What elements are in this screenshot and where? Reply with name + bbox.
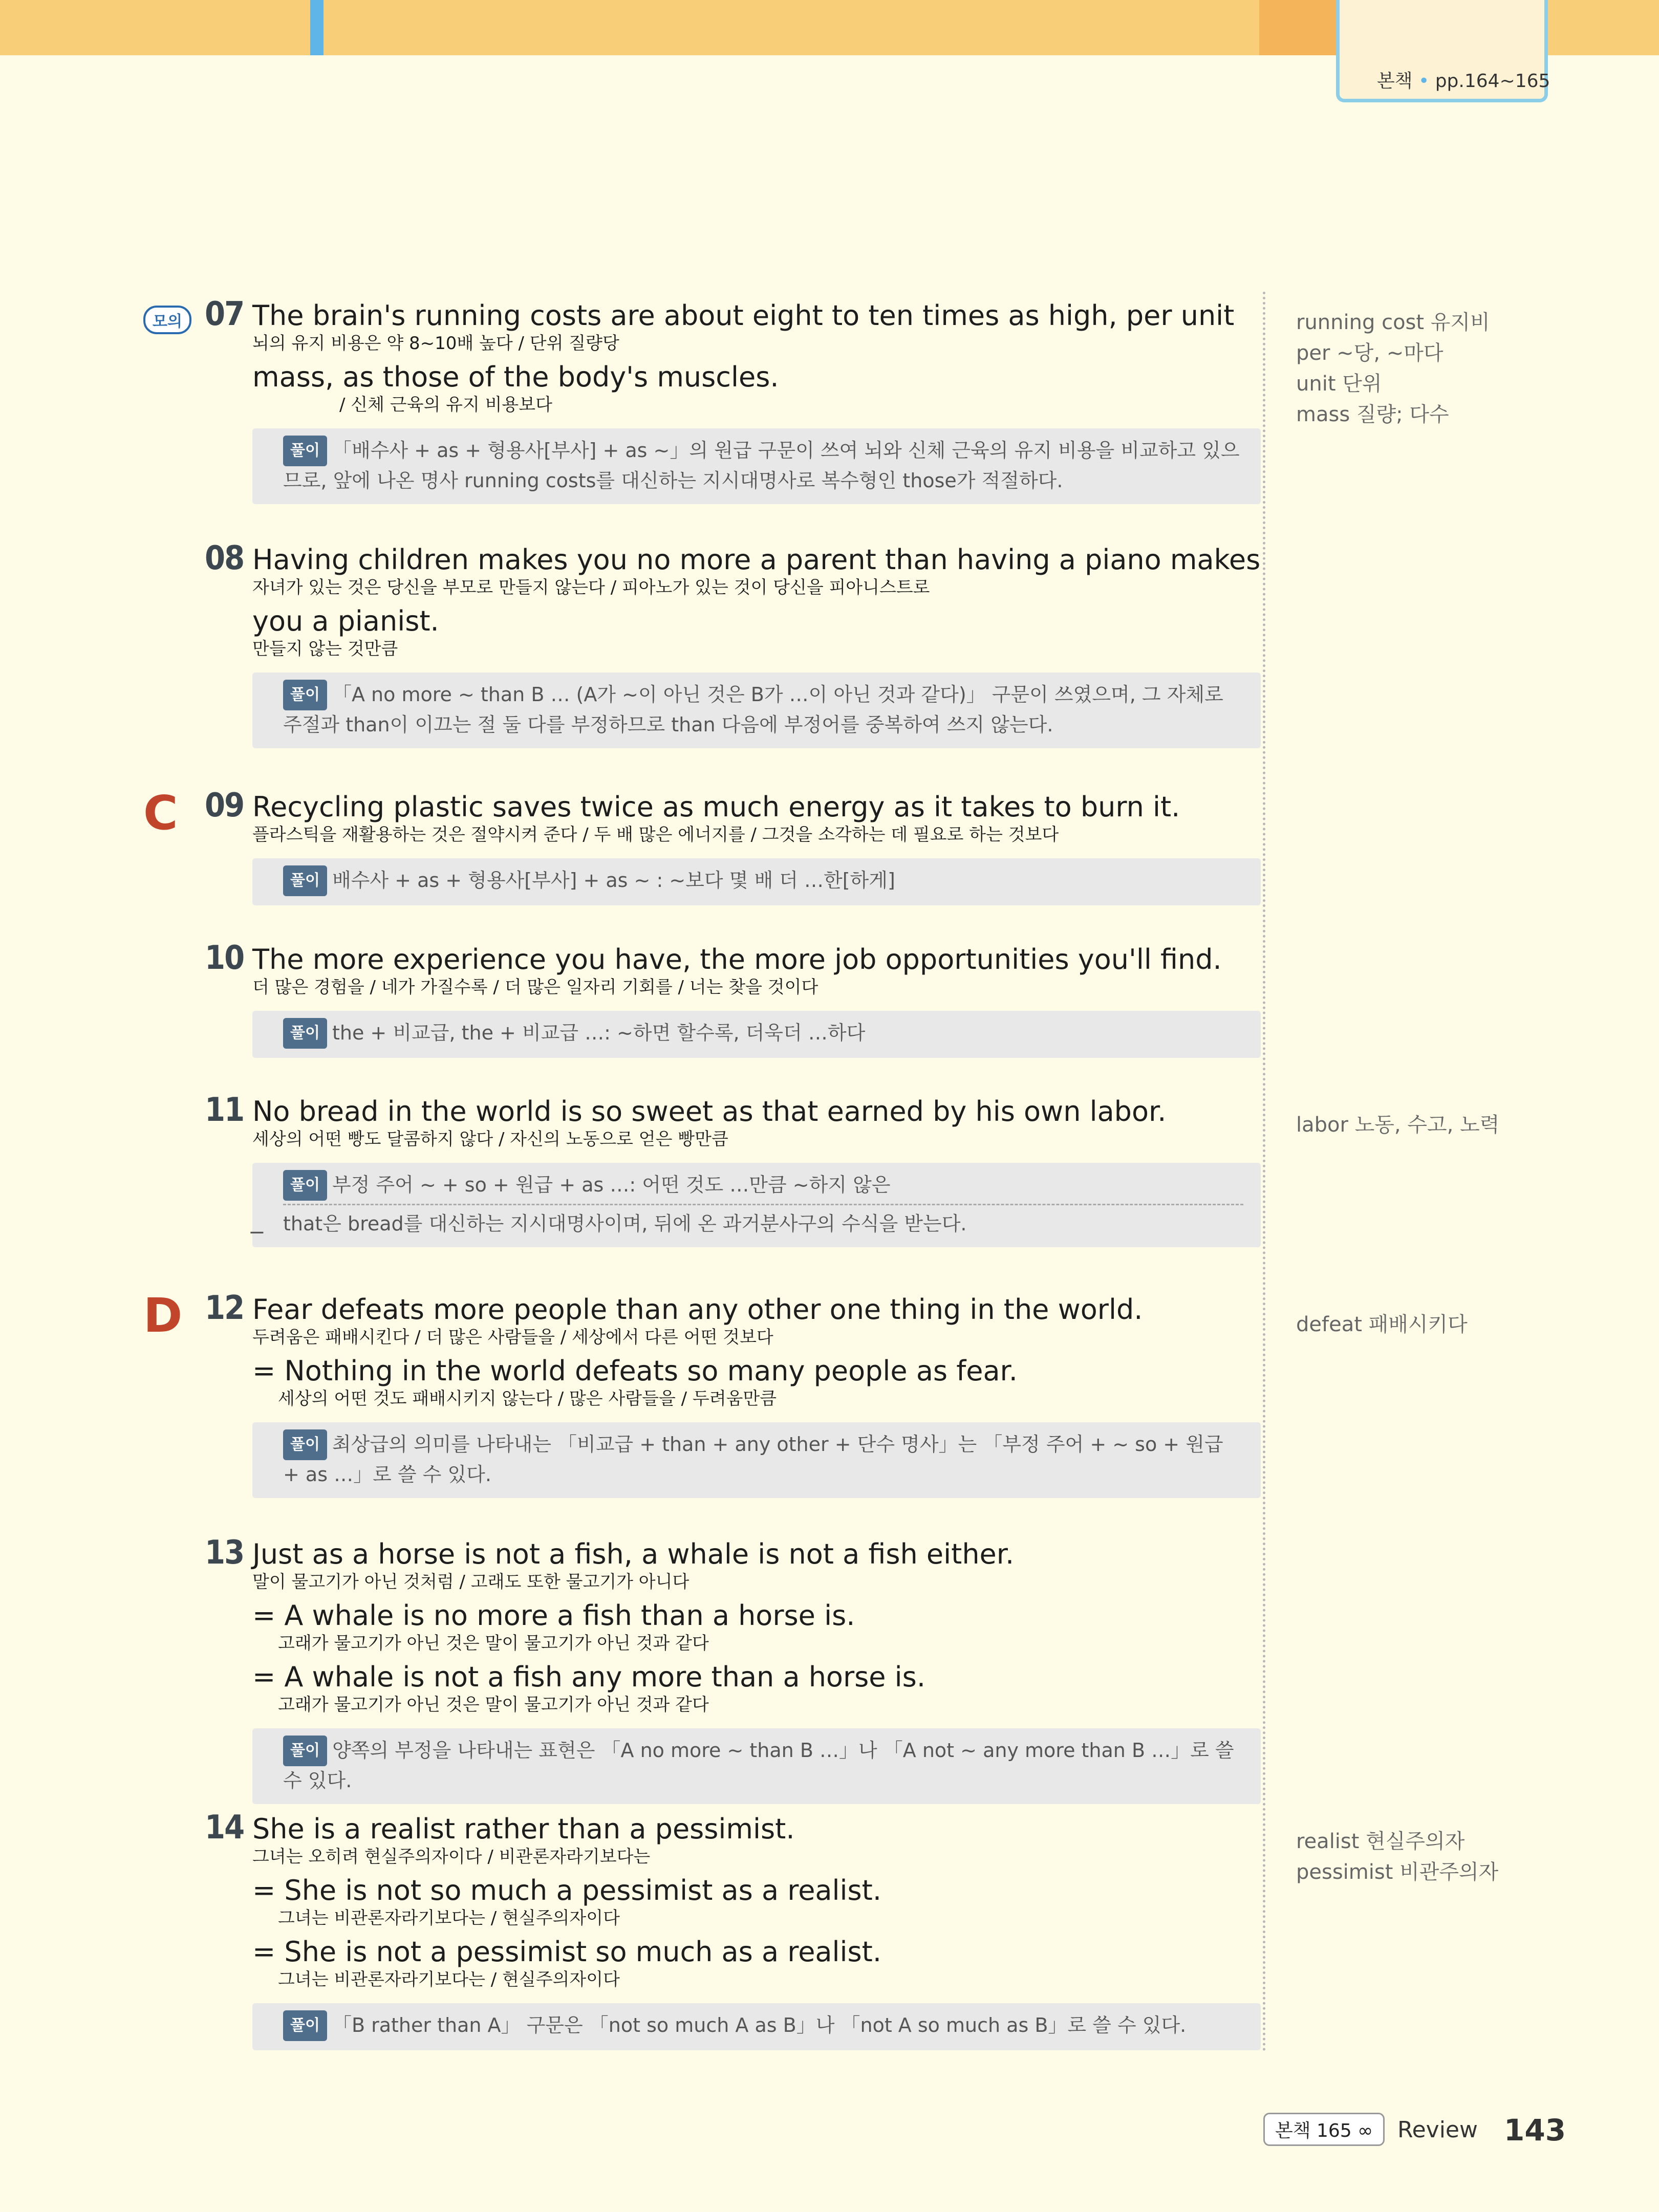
english-sentence: = Nothing in the world defeats so many people as fear. [252,1355,1018,1387]
korean-gloss: 더 많은 경험을 / 네가 가질수록 / 더 많은 일자리 기회를 / 너는 찾을 것이다 [252,977,818,997]
column-divider [1263,292,1265,2052]
explain-tag: 풀이 [283,1429,327,1460]
english-sentence: Fear defeats more people than any other one thing in the world. [252,1293,1143,1326]
explain-tag: 풀이 [283,1018,327,1049]
english-sentence: The more experience you have, the more job opportunities you'll find. [252,943,1222,975]
korean-gloss: 그녀는 비관론자라기보다는 / 현실주의자이다 [278,1908,620,1928]
english-sentence: Having children makes you no more a parent than having a piano makes [252,544,1261,576]
item-number: 13 [205,1534,244,1572]
vocab-entry: mass 질량; 다수 [1296,403,1449,426]
vocab-list [1296,1110,1644,1140]
explanation-box: 풀이 「A no more ~ than B … (A가 ~이 아닌 것은 B가 …이 아닌 것과 같다)」 구문이 쓰였으며, 그 자체로 주절과 than이 이끄는 절 둘 다를 부정하므로 than 다음에 부정어를 중복하여 쓰지 않는다. [252,673,1261,748]
item-number: 10 [205,939,244,977]
vocab-list [1296,307,1644,430]
vocab-entry: pessimist 비관주의자 [1296,1860,1499,1884]
english-sentence: = A whale is not a fish any more than a horse is. [252,1661,925,1693]
english-sentence: Just as a horse is not a fish, a whale is not a fish either. [252,1538,1015,1570]
top-band-blue-stripe [310,0,324,55]
english-sentence: Recycling plastic saves twice as much energy as it takes to burn it. [252,791,1180,823]
dashed-separator [283,1204,1243,1205]
book-reference-badge: 본책 165 ∞ [1263,2113,1385,2146]
korean-gloss: 그녀는 비관론자라기보다는 / 현실주의자이다 [278,1969,620,1990]
vocab-entry: defeat 패배시키다 [1296,1313,1468,1336]
explanation-box: 풀이 「배수사 + as + 형용사[부사] + as ~」의 원급 구문이 쓰여 뇌와 신체 근육의 유지 비용을 비교하고 있으므로, 앞에 나온 명사 running costs를 대신하는 지시대명사로 복수형인 those가 적절하다. [252,428,1261,504]
english-sentence: you a pianist. [252,605,439,637]
page-reference: 본책 • pp.164~165 [1377,71,1550,92]
explain-tag: 풀이 [283,436,327,466]
top-band [0,0,1659,55]
item-number: 12 [205,1289,244,1327]
explanation-box: 풀이 양쪽의 부정을 나타내는 표현은 「A no more ~ than B …」나 「A not ~ any more than B …」로 쓸 수 있다. [252,1728,1261,1804]
vocab-entry: realist 현실주의자 [1296,1830,1465,1853]
explanation-box: 풀이 최상급의 의미를 나타내는 「비교급 + than + any other + 단수 명사」는 「부정 주어 + ~ so + 원급 + as …」로 쓸 수 있다. [252,1422,1261,1498]
section-letter: C [143,786,178,840]
explanation-box: 풀이 the + 비교급, the + 비교급 …: ~하면 할수록, 더욱더 …하다 [252,1011,1261,1058]
korean-gloss: / 신체 근육의 유지 비용보다 [339,395,552,415]
explanation-box: 풀이 배수사 + as + 형용사[부사] + as ~ : ~보다 몇 배 더 …한[하게] [252,858,1261,905]
english-sentence: No bread in the world is so sweet as that earned by his own labor. [252,1095,1167,1127]
english-sentence: = A whale is no more a fish than a horse is. [252,1599,855,1632]
english-sentence: = She is not so much a pessimist as a realist. [252,1874,882,1906]
korean-gloss: 자녀가 있는 것은 당신을 부모로 만들지 않는다 / 피아노가 있는 것이 당신을 피아니스트로 [252,577,930,598]
item-07 [143,295,1259,514]
item-number: 14 [205,1809,244,1847]
explanation-box: 풀이 부정 주어 ~ + so + 원급 + as …: 어떤 것도 …만큼 ~하지 않은 − that은 bread를 대신하는 지시대명사이며, 뒤에 온 과거분사구의 수식을 받는다. [252,1163,1261,1247]
english-sentence: The brain's running costs are about eight to ten times as high, per unit [252,299,1235,332]
english-sentence: mass, as those of the body's muscles. [252,361,779,393]
korean-gloss: 두려움은 패배시킨다 / 더 많은 사람들을 / 세상에서 다른 어떤 것보다 [252,1327,773,1348]
page-number: 143 [1504,2113,1566,2148]
korean-gloss: 그녀는 오히려 현실주의자이다 / 비관론자라기보다는 [252,1847,651,1867]
english-sentence: = She is not a pessimist so much as a realist. [252,1936,882,1968]
english-sentence: She is a realist rather than a pessimist. [252,1813,795,1845]
footer [1263,2113,1591,2149]
review-label: Review [1397,2117,1478,2143]
vocab-entry: per ~당, ~마다 [1296,341,1443,365]
mock-exam-badge: 모의 [143,306,191,334]
item-number: 07 [205,295,244,333]
item-number: 11 [205,1091,244,1129]
korean-gloss: 세상의 어떤 것도 패배시키지 않는다 / 많은 사람들을 / 두려움만큼 [278,1389,777,1409]
vocab-entry: unit 단위 [1296,372,1382,396]
section-letter: D [143,1288,183,1343]
minus-mark: − [248,1221,266,1244]
explain-tag: 풀이 [283,680,327,710]
korean-gloss: 플라스틱을 재활용하는 것은 절약시켜 준다 / 두 배 많은 에너지를 / 그것을 소각하는 데 필요로 하는 것보다 [252,825,1059,845]
explain-tag: 풀이 [283,2010,327,2041]
explanation-box: 풀이 「B rather than A」 구문은 「not so much A as B」나 「not A so much as B」로 쓸 수 있다. [252,2003,1261,2050]
korean-gloss: 말이 물고기가 아닌 것처럼 / 고래도 또한 물고기가 아니다 [252,1572,690,1592]
vocab-entry: running cost 유지비 [1296,311,1490,334]
item-number: 08 [205,539,244,577]
vocab-entry: labor 노동, 수고, 노력 [1296,1113,1500,1137]
korean-gloss: 고래가 물고기가 아닌 것은 말이 물고기가 아닌 것과 같다 [278,1695,709,1715]
explain-tag: 풀이 [283,1736,327,1766]
explain-tag: 풀이 [283,865,327,896]
korean-gloss: 만들지 않는 것만큼 [252,639,398,659]
vocab-list [1296,1826,1644,1888]
korean-gloss: 뇌의 유지 비용은 약 8~10배 높다 / 단위 질량당 [252,333,619,354]
korean-gloss: 고래가 물고기가 아닌 것은 말이 물고기가 아닌 것과 같다 [278,1633,709,1654]
item-number: 09 [205,787,244,825]
korean-gloss: 세상의 어떤 빵도 달콤하지 않다 / 자신의 노동으로 얻은 빵만큼 [252,1129,728,1150]
vocab-list [1296,1309,1644,1340]
explain-tag: 풀이 [283,1170,327,1201]
